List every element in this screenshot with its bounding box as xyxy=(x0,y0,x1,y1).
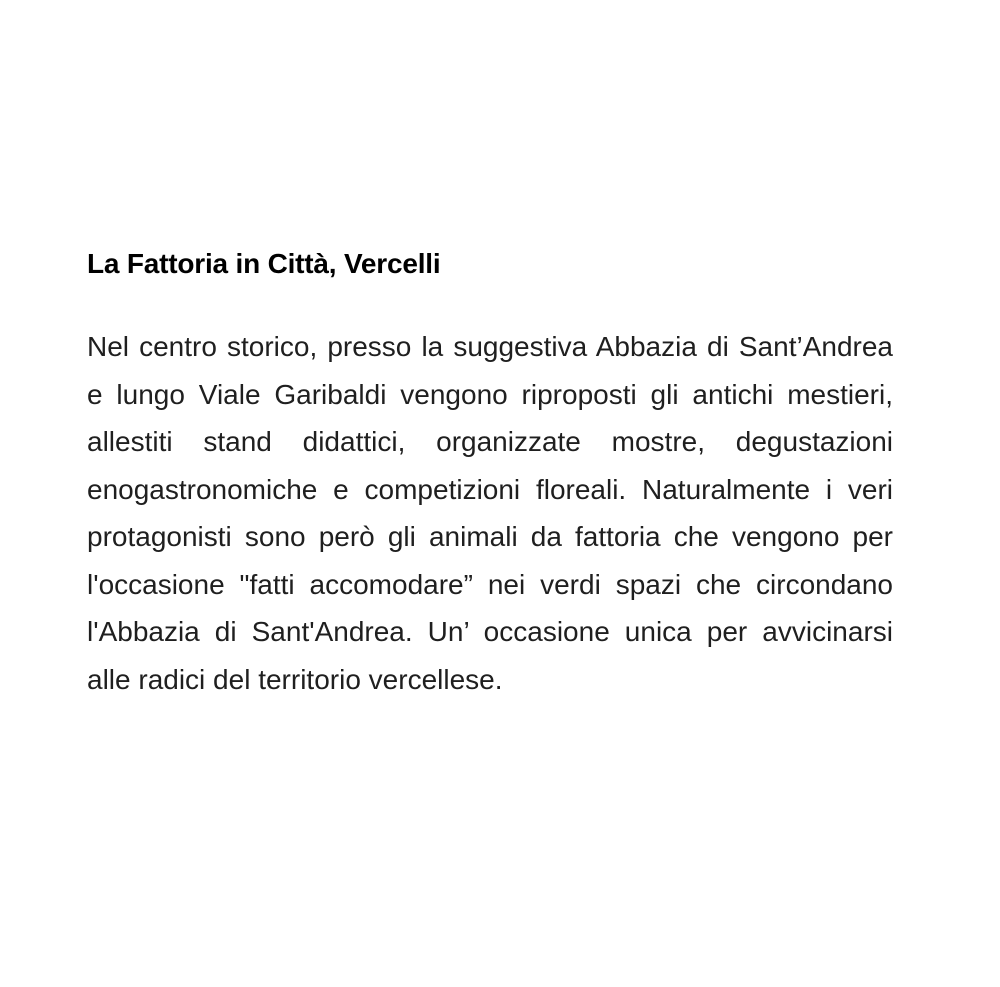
article-title: La Fattoria in Città, Vercelli xyxy=(87,248,441,279)
article-body: Nel centro storico, presso la suggestiva Abbazia di Sant’Andrea e lungo Viale Garibaldi vengono riproposti gli antichi mestieri, allestiti stand didattici, organizzate mostre, degustazioni enogastronomiche e competizioni floreali. Naturalmente i veri protagonisti sono però gli animali da fattoria che vengono per l'occasione "fatti accomodare” nei verdi spazi che circondano l'Abbazia di Sant'Andrea. Un’ occasione unica per avvicinarsi alle radici del territorio vercellese. xyxy=(87,331,893,695)
article xyxy=(87,245,893,703)
